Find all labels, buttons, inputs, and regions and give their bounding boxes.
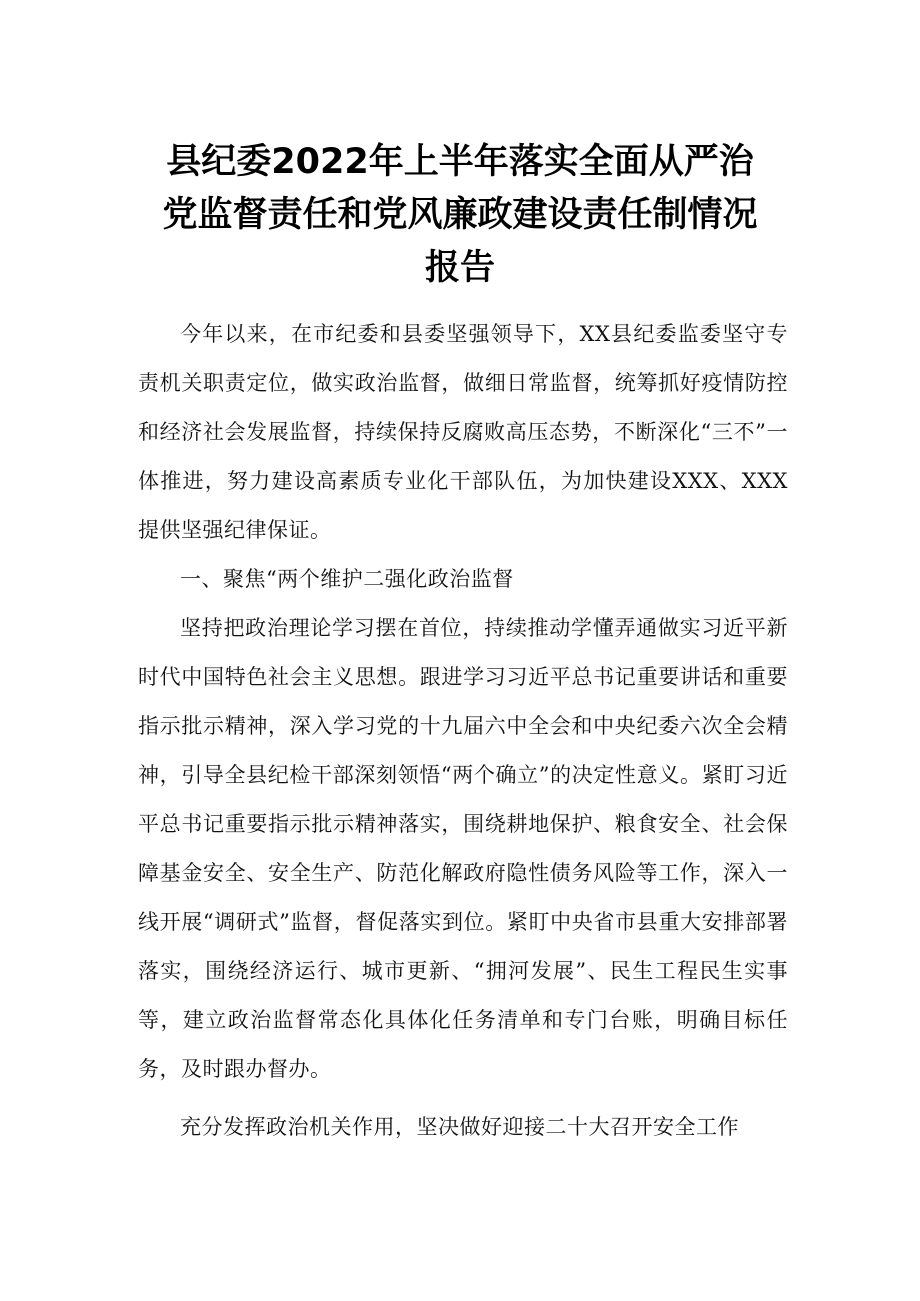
intro-paragraph: 今年以来，在市纪委和县委坚强领导下，XX县纪委监委坚守专责机关职责定位，做实政治监督，做细日常监督，统筹抓好疫情防控和经济社会发展监督，持续保持反腐败高压态势，不断深化“三不”一体推进，努力建设高素质专业化干部队伍，为加快建设XXX、XXX提供坚强纪律保证。	[138, 322, 788, 542]
section-heading: 一、聚焦“两个维护二强化政治监督	[180, 567, 514, 591]
title-line-3: 报告	[424, 248, 495, 288]
title-line-1: 县纪委2022年上半年落实全面从严治	[166, 142, 754, 182]
document-title	[130, 136, 790, 295]
document-body	[138, 310, 788, 1152]
body-paragraph-continued: 充分发挥政治机关作用，坚决做好迎接二十大召开安全工作	[180, 1115, 739, 1139]
title-line-2: 党监督责任和党风廉政建设责任制情况	[162, 195, 758, 235]
body-paragraph: 坚持把政治理论学习摆在首位，持续推动学懂弄通做实习近平新时代中国特色社会主义思想。跟进学习习近平总书记重要讲话和重要指示批示精神，深入学习党的十九届六中全会和中央纪委六次全会精神，引导全县纪检干部深刻领悟“两个确立”的决定性意义。紧盯习近平总书记重要指示批示精神落实，围绕耕地保护、粮食安全、社会保障基金安全、安全生产、防范化解政府隐性债务风险等工作，深入一线开展“调研式”监督，督促落实到位。紧盯中央省市县重大安排部署落实，围绕经济运行、城市更新、“拥河发展”、民生工程民生实事等，建立政治监督常态化具体化任务清单和专门台账，明确目标任务，及时跟办督办。	[138, 616, 788, 1081]
